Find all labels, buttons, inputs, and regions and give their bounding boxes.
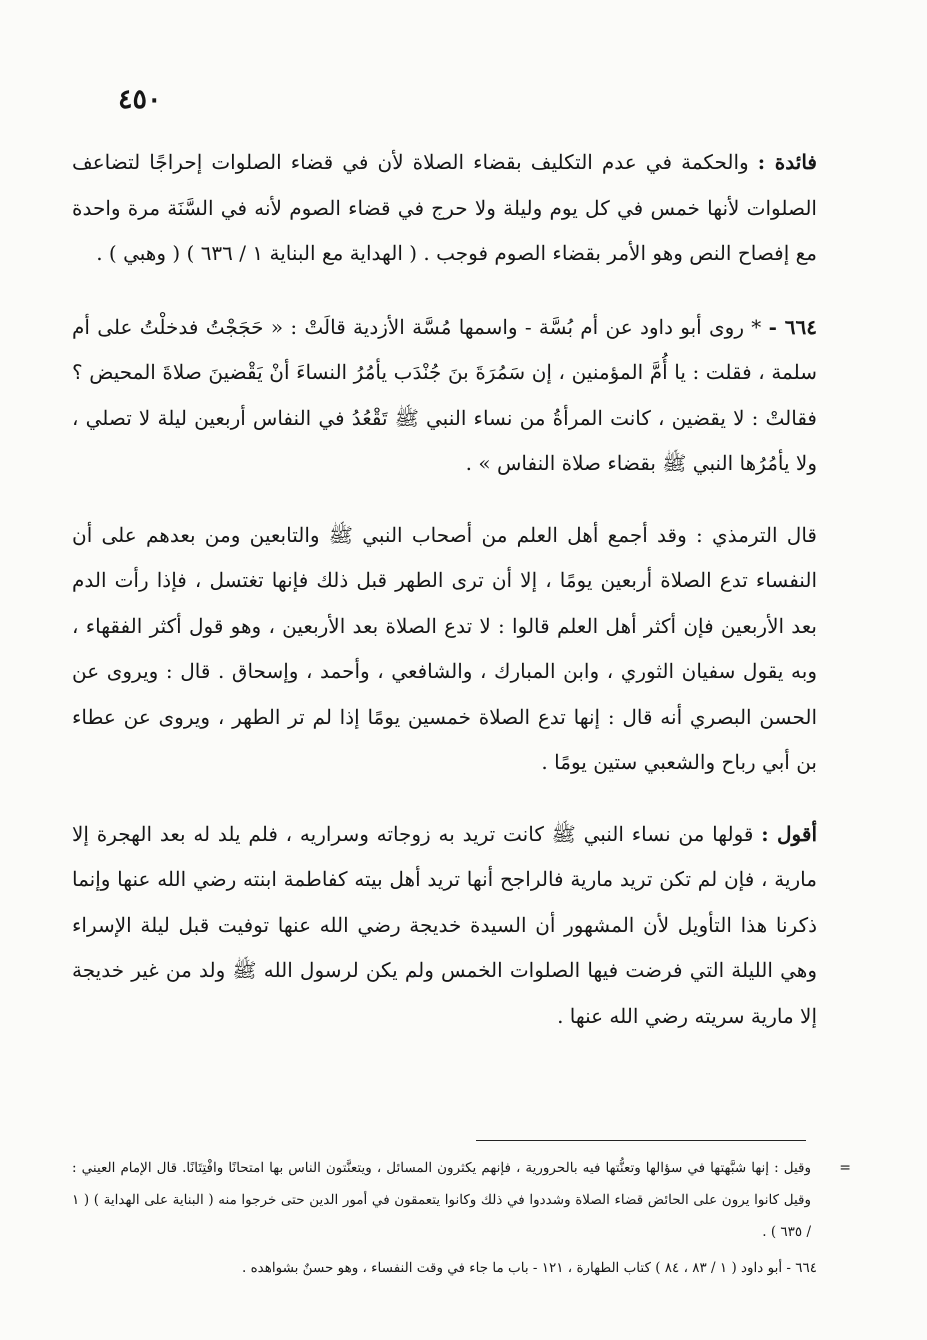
paragraph-body: * روى أبو داود عن أم بُسَّة - واسمها مُسَّة الأزدية قالَتْ : « حَجَجْتُ فدخلْتُ على أم سلمة ، فقلت : يا أُمَّ المؤمنين ، إن سَمُرَةَ بنَ جُنْدَب يأمُرُ النساءَ أنْ يَقْضينَ صلاةَ المحيض ؟ فقالتْ : لا يقضين ، كانت المرأةُ من نساء النبي ﷺ تَقْعُدُ في النفاس أربعين ليلة لا تصلي ، ولا يأمُرُها النبي ﷺ بقضاء صلاة النفاس » . — [72, 314, 817, 475]
continuation-marker: = — [839, 1160, 851, 1176]
paragraph-lead: فائدة : — [757, 150, 817, 174]
footnotes — [72, 1152, 851, 1284]
hadith-number: ٦٦٤ - — [768, 314, 818, 339]
page-number: ٤٥٠ — [118, 84, 162, 115]
paragraph-commentary — [72, 812, 817, 1040]
paragraph-tirmidhi — [72, 513, 817, 786]
footnote-divider — [476, 1140, 806, 1141]
paragraph-hadith-664 — [72, 305, 817, 487]
footnote-664 — [72, 1252, 817, 1284]
paragraph-lead: أقول : — [761, 821, 818, 846]
paragraph-body: قال الترمذي : وقد أجمع أهل العلم من أصحاب النبي ﷺ والتابعين ومن بعدهم على أن النفساء تدع الصلاة أربعين يومًا ، إلا أن ترى الطهر قبل ذلك فإنها تغتسل ، فإذا رأت الدم بعد الأربعين فإن أكثر أهل العلم قالوا : لا تدع الصلاة بعد الأربعين ، وهو قول أكثر الفقهاء ، وبه يقول سفيان الثوري ، وابن المبارك ، والشافعي ، وأحمد ، وإسحاق . قال : ويروى عن الحسن البصري أنه قال : إنها تدع الصلاة خمسين يومًا إذا لم تر الطهر ، ويروى عن عطاء بن أبي رباح والشعبي ستين يومًا . — [72, 522, 817, 774]
paragraph-body: والحكمة في عدم التكليف بقضاء الصلاة لأن في قضاء الصلوات إحراجًا لتضاعف الصلوات لأنها خمس في كل يوم وليلة ولا حرج في قضاء الصوم لأنه في السَّنَة مرة واحدة مع إفصاح النص وهو الأمر بقضاء الصوم فوجب . ( الهداية مع البناية ١ / ٦٣٦ ) ( وهبي ) . — [72, 150, 817, 265]
paragraph-benefit — [72, 140, 817, 277]
footnote-continuation — [72, 1152, 851, 1248]
footnote-text: ٦٦٤ - أبو داود ( ١ / ٨٣ ، ٨٤ ) كتاب الطهارة ، ١٢١ - باب ما جاء في وقت النفساء ، وهو حسنٌ بشواهده . — [242, 1260, 817, 1276]
paragraph-body: قولها من نساء النبي ﷺ كانت تريد به زوجاته وسراريه ، فلم يلد له بعد الهجرة إلا مارية ، فإن لم تكن تريد مارية فالراجح أنها تريد أهل بيته كفاطمة ابنته رضي الله عنها وإنما ذكرنا هذا التأويل لأن المشهور أن السيدة خديجة رضي الله عنها توفيت قبل ليلة الإسراء وهي الليلة التي فرضت فيها الصلوات الخمس ولم يكن لرسول الله ﷺ ولد من غير خديجة إلا مارية سريته رضي الله عنها . — [72, 821, 817, 1028]
main-text — [72, 140, 817, 1039]
footnote-text: وقيل : إنها شبَّهتها في سؤالها وتعنُّتها فيه بالحرورية ، فإنهم يكثرون المسائل ، ويتعنَّتون الناس بها امتحانًا وافْتِتَانًا. قال الإمام العيني : وقيل كانوا يرون على الحائض قضاء الصلاة وشددوا في ذلك وكانوا يتعمقون في أمور الدين حتى خرجوا منه ( البناية على الهداية ) ( ١ / ٦٣٥ ) . — [72, 1160, 811, 1240]
